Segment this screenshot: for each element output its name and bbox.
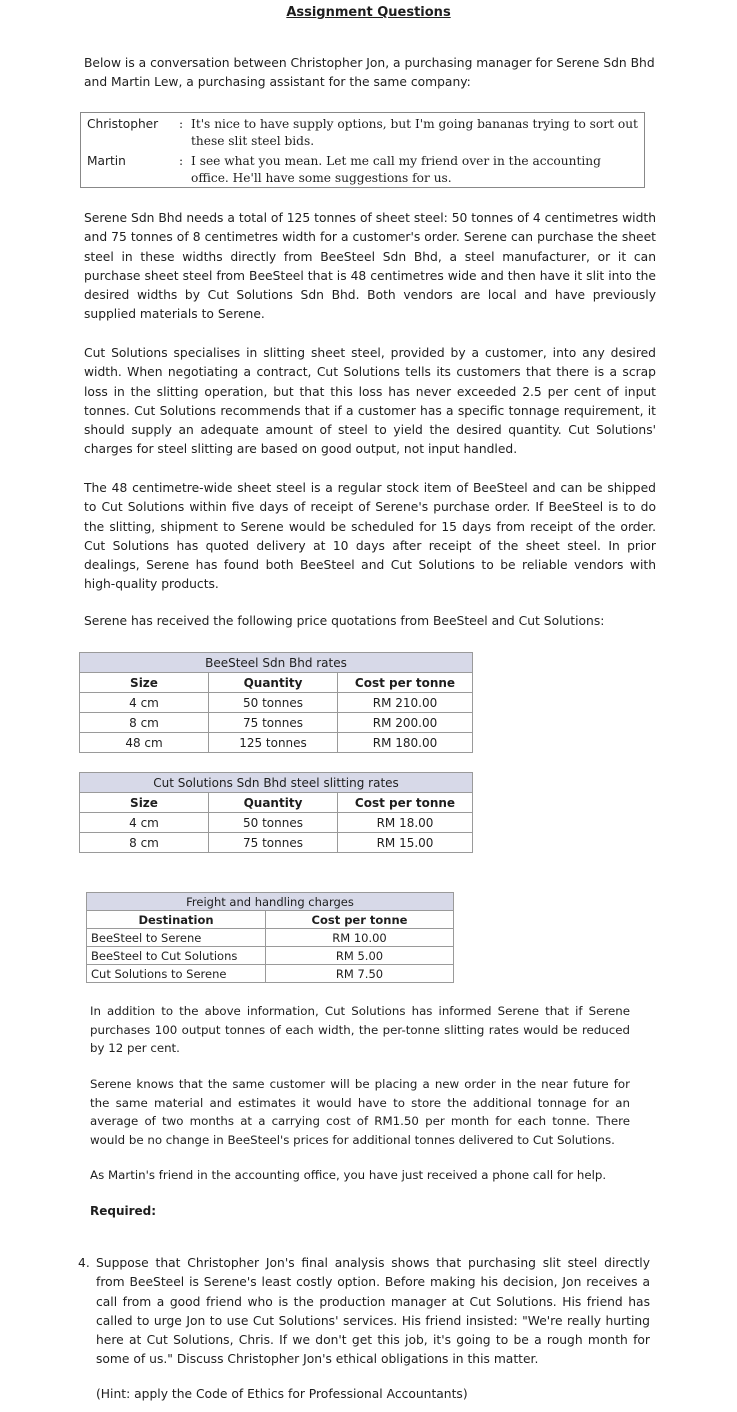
paragraph-requirements: Serene Sdn Bhd needs a total of 125 tonnes of sheet steel: 50 tonnes of 4 centimetres width and 75 tonnes of 8 centimetres width for a customer's order. Serene can purchase the sheet steel in these widths directly from BeeSteel Sdn Bhd, a steel manufacturer, or it can purchase sheet steel from BeeSteel that is 48 centimetres wide and then have it slit into the desired widths by Cut Solutions Sdn Bhd. Both vendors are local and have previously supplied materials to Serene.: [84, 211, 656, 322]
table-caption: Freight and handling charges: [87, 893, 454, 911]
column-header: Size: [80, 673, 209, 693]
table-caption: Cut Solutions Sdn Bhd steel slitting rates: [80, 773, 473, 793]
table-row: BeeSteel to Cut Solutions RM 5.00: [87, 947, 454, 965]
table-row: Cut Solutions to Serene RM 7.50: [87, 965, 454, 983]
question-text: Suppose that Christopher Jon's final analysis shows that purchasing slit steel directly from BeeSteel is Serene's least costly option. Before making his decision, Jon receives a call from a good friend who is the production manager at Cut Solutions. His friend has called to urge Jon to use Cut Solutions' services. His friend insisted: "We're really hurting here at Cut Solutions, Chris. If we don't get this job, it's going to be a rough month for some of us." Discuss Christopher Jon's ethical obligations in this matter.: [96, 1256, 650, 1367]
column-header: Cost per tonne: [266, 911, 454, 929]
table-row: 8 cm 75 tonnes RM 15.00: [80, 833, 473, 853]
paragraph-cut-solutions: Cut Solutions specialises in slitting sheet steel, provided by a customer, into any desired width. When negotiating a contract, Cut Solutions tells its customers that there is a scrap loss in the slitting operation, but that this loss has never exceeded 2.5 per cent of input tonnes. Cut Solutions recommends that if a customer has a specific tonnage requirement, it should supply an adequate amount of steel to yield the desired quantity. Cut Solutions' charges for steel slitting are based on good output, not input handled.: [84, 346, 656, 457]
dialogue-line-christopher: Christopher : It's nice to have supply options, but I'm going bananas trying to sort out these slit steel bids.: [87, 117, 638, 148]
dialogue-line-martin: Martin : I see what you mean. Let me call my friend over in the accounting office. He'll have some suggestions for us.: [87, 153, 638, 187]
table-row: 4 cm 50 tonnes RM 18.00: [80, 813, 473, 833]
paragraph-storage: Serene knows that the same customer will be placing a new order in the near future for the same material and estimates it would have to store the additional tonnage for an average of two months at a carrying cost of RM1.50 per month for each tonne. There would be no change in BeeSteel's prices for additional tonnes delivered to Cut Solutions.: [90, 1077, 630, 1147]
table-row: 4 cm 50 tonnes RM 210.00: [80, 693, 473, 713]
table-row: 8 cm 75 tonnes RM 200.00: [80, 713, 473, 733]
freight-charges-table: [86, 892, 454, 983]
speech-christopher: It's nice to have supply options, but I'm going bananas trying to sort out these slit steel bids.: [191, 117, 638, 148]
paragraph-discount: In addition to the above information, Cut Solutions has informed Serene that if Serene purchases 100 output tonnes of each width, the per-tonne slitting rates would be reduced by 12 per cent.: [90, 1004, 630, 1055]
column-header: Size: [80, 793, 209, 813]
paragraph-phone-call: As Martin's friend in the accounting office, you have just received a phone call for help.: [90, 1168, 607, 1182]
table-row: 48 cm 125 tonnes RM 180.00: [80, 733, 473, 753]
column-header: Quantity: [209, 673, 338, 693]
speaker-christopher: Christopher: [87, 117, 159, 131]
column-header: Quantity: [209, 793, 338, 813]
required-label: Required:: [90, 1204, 157, 1218]
speaker-martin: Martin: [87, 154, 126, 168]
question-number: 4.: [78, 1256, 90, 1270]
table-caption: BeeSteel Sdn Bhd rates: [80, 653, 473, 673]
dialogue-box: [80, 112, 645, 188]
beesteel-rates-table: [79, 652, 473, 753]
paragraph-delivery: The 48 centimetre-wide sheet steel is a regular stock item of BeeSteel and can be shipped to Cut Solutions within five days of receipt of Serene's purchase order. If BeeSteel is to do the slitting, shipment to Serene would be scheduled for 15 days from receipt of the order. Cut Solutions has quoted delivery at 10 days after receipt of the sheet steel. In prior dealings, Serene has found both BeeSteel and Cut Solutions to be reliable vendors with high-quality products.: [84, 481, 656, 592]
column-header: Destination: [87, 911, 266, 929]
column-header: Cost per tonne: [338, 673, 473, 693]
hint-text: (Hint: apply the Code of Ethics for Professional Accountants): [96, 1387, 468, 1401]
table-row: BeeSteel to Serene RM 10.00: [87, 929, 454, 947]
intro-paragraph: Below is a conversation between Christopher Jon, a purchasing manager for Serene Sdn Bhd and Martin Lew, a purchasing assistant for the same company:: [84, 56, 655, 90]
column-header: Cost per tonne: [338, 793, 473, 813]
paragraph-quotations: Serene has received the following price quotations from BeeSteel and Cut Solutions:: [84, 614, 605, 628]
speech-martin: I see what you mean. Let me call my friend over in the accounting office. He'll have some suggestions for us.: [191, 154, 601, 185]
page-title: Assignment Questions: [286, 5, 451, 20]
question-4: [78, 1254, 650, 1370]
cut-solutions-rates-table: [79, 772, 473, 853]
